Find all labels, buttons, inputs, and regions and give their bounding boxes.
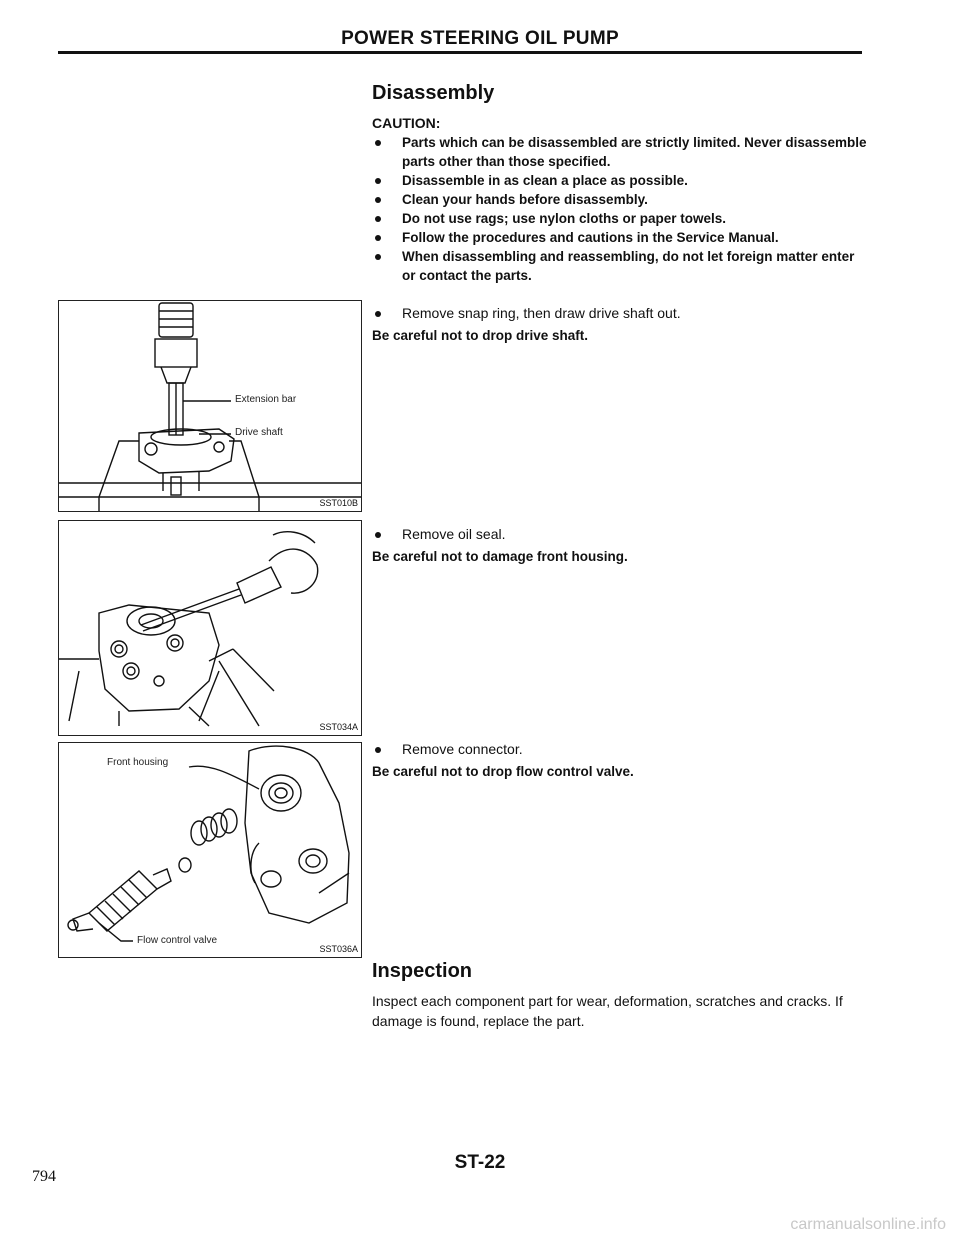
step-remove-oil-seal xyxy=(372,525,867,567)
caution-list xyxy=(372,133,867,285)
inspection-text: Inspect each component part for wear, deformation, scratches and cracks. If damage is found, replace the part. xyxy=(372,993,843,1029)
bullet-icon xyxy=(375,532,381,538)
caution-item-text: Parts which can be disassembled are strictly limited. Never disassemble parts other than those specified. xyxy=(402,135,867,169)
step-instruction: Remove snap ring, then draw drive shaft out. xyxy=(402,305,681,321)
figure-label-flow-control-valve: Flow control valve xyxy=(137,935,218,946)
bullet-icon xyxy=(375,254,381,260)
bullet-icon xyxy=(375,235,381,241)
caution-item xyxy=(372,247,867,285)
figure-oil-seal xyxy=(58,520,362,736)
oil-seal-illustration-icon xyxy=(59,521,361,735)
flow-control-valve-illustration-icon xyxy=(59,743,361,957)
caution-item xyxy=(372,228,867,247)
step-remove-drive-shaft xyxy=(372,304,867,346)
bullet-icon xyxy=(375,216,381,222)
step-instruction: Remove oil seal. xyxy=(402,526,506,542)
caution-item-text: Follow the procedures and cautions in the Service Manual. xyxy=(402,230,779,245)
disassembly-heading: Disassembly xyxy=(372,82,495,104)
caution-item xyxy=(372,190,867,209)
disassembly-section xyxy=(372,82,867,285)
bullet-icon xyxy=(375,747,381,753)
bullet-icon xyxy=(375,197,381,203)
caution-item xyxy=(372,133,867,171)
side-page-number: 794 xyxy=(32,1168,56,1185)
bullet-icon xyxy=(375,140,381,146)
figure-code: SST036A xyxy=(319,944,358,954)
bullet-icon xyxy=(375,178,381,184)
page-label: ST-22 xyxy=(454,1152,506,1173)
watermark: carmanualsonline.info xyxy=(790,1216,946,1233)
step-note: Be careful not to drop flow control valve. xyxy=(372,764,634,779)
step-instruction: Remove connector. xyxy=(402,741,523,757)
bullet-icon xyxy=(375,311,381,317)
figure-label-drive-shaft: Drive shaft xyxy=(235,427,283,438)
caution-item-text: Clean your hands before disassembly. xyxy=(402,192,648,207)
inspection-section xyxy=(372,960,867,1031)
page-header-title: POWER STEERING OIL PUMP xyxy=(341,28,619,49)
step-note: Be careful not to damage front housing. xyxy=(372,549,628,564)
step-note: Be careful not to drop drive shaft. xyxy=(372,328,589,343)
figure-drive-shaft xyxy=(58,300,362,512)
figure-label-front-housing: Front housing xyxy=(107,757,169,768)
caution-item xyxy=(372,171,867,190)
figure-label-extension-bar: Extension bar xyxy=(235,394,297,405)
caution-item-text: Do not use rags; use nylon cloths or paper towels. xyxy=(402,211,727,226)
caution-item xyxy=(372,209,867,228)
inspection-heading: Inspection xyxy=(372,960,473,982)
caution-item-text: When disassembling and reassembling, do not let foreign matter enter or contact the parts. xyxy=(402,249,855,283)
drive-shaft-illustration-icon xyxy=(59,301,361,511)
figure-code: SST034A xyxy=(319,722,358,732)
figure-code: SST010B xyxy=(319,498,358,508)
header-rule xyxy=(58,51,862,54)
figure-flow-control-valve xyxy=(58,742,362,958)
caution-item-text: Disassemble in as clean a place as possible. xyxy=(402,173,688,188)
step-remove-connector xyxy=(372,740,867,782)
caution-label: CAUTION: xyxy=(372,115,441,131)
